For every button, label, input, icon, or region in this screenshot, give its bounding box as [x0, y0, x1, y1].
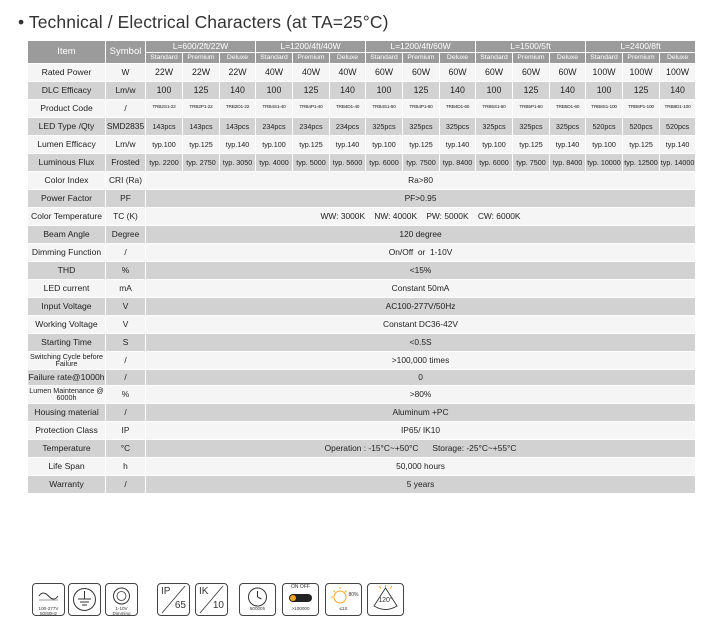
row-item-label: Temperature: [28, 440, 106, 458]
row-value-cell: 325pcs: [513, 118, 550, 136]
row-item-label: Switching Cycle before Failure: [28, 352, 106, 370]
header-variant: Premium: [623, 53, 660, 64]
header-variant: Standard: [366, 53, 403, 64]
icon-top-text: ON OFF: [291, 584, 310, 590]
row-symbol: Degree: [106, 226, 146, 244]
row-symbol: /: [106, 244, 146, 262]
row-symbol: %: [106, 386, 146, 404]
row-value-cell: 125: [293, 82, 330, 100]
row-value-cell: 40W: [330, 64, 366, 82]
row-item-label: Starting Time: [28, 334, 106, 352]
row-value-cell: 60W: [403, 64, 440, 82]
header-variant: Deluxe: [220, 53, 256, 64]
row-value-cell: typ.125: [183, 136, 220, 154]
header-variant: Premium: [403, 53, 440, 64]
row-item-label: Product Code: [28, 100, 106, 118]
icon-top-text: IP: [161, 586, 171, 597]
icon-top-text: IK: [199, 586, 209, 597]
table-row: [28, 334, 696, 352]
row-value-cell: 140: [220, 82, 256, 100]
table-row: [28, 82, 696, 100]
row-item-label: Color Index: [28, 172, 106, 190]
icon-bottom-text: 65: [174, 600, 186, 611]
row-item-label: THD: [28, 262, 106, 280]
header-variant: Standard: [146, 53, 183, 64]
row-value-cell: 60W: [366, 64, 403, 82]
header-group: L=1200/4ft/60W: [366, 41, 476, 53]
table-row: [28, 458, 696, 476]
row-item-label: Dimming Function: [28, 244, 106, 262]
table-row: [28, 422, 696, 440]
row-item-label: Failure rate@1000h: [28, 370, 106, 386]
row-span-value: >100,000 times: [146, 352, 696, 370]
row-value-cell: TRB4D1-40: [330, 100, 366, 118]
row-value-cell: typ. 2200: [146, 154, 183, 172]
row-symbol: W: [106, 64, 146, 82]
row-symbol: Lm/w: [106, 82, 146, 100]
row-symbol: /: [106, 370, 146, 386]
row-symbol: CRI (Ra): [106, 172, 146, 190]
row-value-cell: TRB2S1-22: [146, 100, 183, 118]
row-span-value: PF>0.95: [146, 190, 696, 208]
row-value-cell: typ.100: [366, 136, 403, 154]
row-value-cell: typ.140: [220, 136, 256, 154]
table-row: [28, 208, 696, 226]
row-value-cell: TRB4D1-60: [440, 100, 476, 118]
row-value-cell: TRB5D1-60: [550, 100, 586, 118]
table-row: [28, 316, 696, 334]
row-value-cell: 60W: [550, 64, 586, 82]
row-value-cell: typ.125: [403, 136, 440, 154]
row-value-cell: typ.125: [513, 136, 550, 154]
row-item-label: Luminous Flux: [28, 154, 106, 172]
row-value-cell: 520pcs: [586, 118, 623, 136]
row-value-cell: 100: [146, 82, 183, 100]
row-symbol: TC (K): [106, 208, 146, 226]
row-value-cell: 100: [586, 82, 623, 100]
icon-caption: >100000: [291, 606, 310, 611]
row-item-label: LED Type /Qty: [28, 118, 106, 136]
table-row: [28, 136, 696, 154]
row-value-cell: 140: [550, 82, 586, 100]
row-value-cell: typ. 7500: [403, 154, 440, 172]
row-item-label: Working Voltage: [28, 316, 106, 334]
row-span-value: <15%: [146, 262, 696, 280]
icon-mid-text: 120°: [378, 597, 393, 604]
row-value-cell: typ.140: [440, 136, 476, 154]
row-value-cell: TRB8P1-100: [623, 100, 660, 118]
row-value-cell: typ. 5000: [293, 154, 330, 172]
row-span-value: <0.5S: [146, 334, 696, 352]
ground-icon: [68, 583, 101, 616]
row-value-cell: 325pcs: [550, 118, 586, 136]
row-symbol: °C: [106, 440, 146, 458]
table-row: [28, 64, 696, 82]
header-variant: Standard: [256, 53, 293, 64]
spec-table: [27, 40, 696, 494]
row-symbol: PF: [106, 190, 146, 208]
header-variant: Standard: [476, 53, 513, 64]
row-item-label: Color Temperature: [28, 208, 106, 226]
row-value-cell: 143pcs: [183, 118, 220, 136]
row-item-label: Input Voltage: [28, 298, 106, 316]
row-value-cell: 125: [623, 82, 660, 100]
row-value-cell: 22W: [220, 64, 256, 82]
row-symbol: S: [106, 334, 146, 352]
row-value-cell: typ.125: [293, 136, 330, 154]
icon-caption: 100-277V 50/60Hz: [38, 606, 59, 616]
row-value-cell: typ. 3050: [220, 154, 256, 172]
header-group: L=1200/4ft/40W: [256, 41, 366, 53]
row-symbol: IP: [106, 422, 146, 440]
row-value-cell: 140: [330, 82, 366, 100]
header-variant: Premium: [293, 53, 330, 64]
row-value-cell: TRB2P1-22: [183, 100, 220, 118]
table-row: [28, 118, 696, 136]
header-variant: Deluxe: [440, 53, 476, 64]
row-value-cell: 143pcs: [146, 118, 183, 136]
row-value-cell: typ. 6000: [366, 154, 403, 172]
row-span-value: 0: [146, 370, 696, 386]
row-value-cell: typ.140: [660, 136, 696, 154]
row-value-cell: 60W: [476, 64, 513, 82]
row-value-cell: 520pcs: [623, 118, 660, 136]
header-variant: Premium: [513, 53, 550, 64]
dimming-icon: [105, 583, 138, 616]
row-span-value: 50,000 hours: [146, 458, 696, 476]
row-symbol: /: [106, 476, 146, 494]
row-value-cell: 60W: [440, 64, 476, 82]
row-symbol: /: [106, 404, 146, 422]
icon-caption: 50000h: [249, 606, 266, 611]
ip-rating-icon: [157, 583, 190, 616]
row-value-cell: 100: [366, 82, 403, 100]
header-variant: Deluxe: [660, 53, 696, 64]
table-row: [28, 226, 696, 244]
beam-angle-icon: [367, 583, 404, 616]
table-row: [28, 352, 696, 370]
ik-rating-icon: [195, 583, 228, 616]
row-value-cell: 325pcs: [366, 118, 403, 136]
row-item-label: Power Factor: [28, 190, 106, 208]
row-value-cell: 140: [440, 82, 476, 100]
row-symbol: V: [106, 298, 146, 316]
row-value-cell: typ.100: [476, 136, 513, 154]
row-value-cell: typ.100: [256, 136, 293, 154]
row-value-cell: 100: [476, 82, 513, 100]
row-span-value: IP65/ IK10: [146, 422, 696, 440]
row-span-value: >80%: [146, 386, 696, 404]
row-span-value: Operation : -15°C~+50°C Storage: -25°C~+55°C: [146, 440, 696, 458]
row-value-cell: TRB4P1-40: [293, 100, 330, 118]
row-value-cell: typ. 7500: [513, 154, 550, 172]
table-row: [28, 100, 696, 118]
row-value-cell: TRB5S1-60: [476, 100, 513, 118]
header-symbol: Symbol: [106, 41, 146, 64]
table-row: [28, 386, 696, 404]
row-value-cell: 125: [183, 82, 220, 100]
row-value-cell: 325pcs: [440, 118, 476, 136]
sine-wave-icon: [32, 583, 65, 616]
row-value-cell: 22W: [146, 64, 183, 82]
row-item-label: DLC Efficacy: [28, 82, 106, 100]
row-value-cell: 40W: [293, 64, 330, 82]
icon-caption: 1-10V Dimming: [112, 606, 131, 616]
row-value-cell: typ. 8400: [440, 154, 476, 172]
switch-cycle-icon: [282, 583, 319, 616]
icon-mid-text: 80%: [348, 592, 359, 598]
table-row: [28, 298, 696, 316]
row-value-cell: typ. 5600: [330, 154, 366, 172]
row-value-cell: 22W: [183, 64, 220, 82]
row-value-cell: typ.125: [623, 136, 660, 154]
row-span-value: Aluminum +PC: [146, 404, 696, 422]
row-value-cell: typ. 10000: [586, 154, 623, 172]
row-item-label: LED current: [28, 280, 106, 298]
row-item-label: Beam Angle: [28, 226, 106, 244]
row-value-cell: TRB2D1-22: [220, 100, 256, 118]
row-value-cell: typ. 8400: [550, 154, 586, 172]
row-span-value: On/Off or 1-10V: [146, 244, 696, 262]
row-value-cell: 520pcs: [660, 118, 696, 136]
header-item: Item: [28, 41, 106, 64]
row-symbol: V: [106, 316, 146, 334]
row-value-cell: 234pcs: [330, 118, 366, 136]
instant-start-icon: [325, 583, 362, 616]
row-span-value: WW: 3000K NW: 4000K PW: 5000K CW: 6000K: [146, 208, 696, 226]
row-value-cell: typ. 2750: [183, 154, 220, 172]
row-span-value: Constant DC36-42V: [146, 316, 696, 334]
icon-bottom-text: 10: [212, 600, 224, 611]
row-span-value: AC100-277V/50Hz: [146, 298, 696, 316]
header-variant: Standard: [586, 53, 623, 64]
row-value-cell: TRB8S1-100: [586, 100, 623, 118]
row-symbol: Lm/w: [106, 136, 146, 154]
table-row: [28, 280, 696, 298]
row-item-label: Lumen Maintenance @ 6000h: [29, 385, 104, 402]
table-row: [28, 404, 696, 422]
row-value-cell: 100W: [623, 64, 660, 82]
table-row: [28, 172, 696, 190]
row-value-cell: TRB5P1-60: [513, 100, 550, 118]
table-row: [28, 262, 696, 280]
row-value-cell: TRB4P1-60: [403, 100, 440, 118]
row-item-label: Housing material: [28, 404, 106, 422]
icon-caption: ≤1S: [339, 606, 348, 611]
header-variant: Premium: [183, 53, 220, 64]
table-row: [28, 440, 696, 458]
row-value-cell: 143pcs: [220, 118, 256, 136]
row-value-cell: 234pcs: [256, 118, 293, 136]
header-group: L=600/2ft/22W: [146, 41, 256, 53]
row-value-cell: 125: [513, 82, 550, 100]
row-value-cell: 125: [403, 82, 440, 100]
row-item-label: Life Span: [28, 458, 106, 476]
row-value-cell: typ.140: [330, 136, 366, 154]
row-span-value: 120 degree: [146, 226, 696, 244]
row-value-cell: 100W: [660, 64, 696, 82]
row-symbol: SMD2835: [106, 118, 146, 136]
row-item-label: Warranty: [28, 476, 106, 494]
table-row: [28, 476, 696, 494]
row-span-value: Constant 50mA: [146, 280, 696, 298]
row-symbol: /: [106, 352, 146, 370]
row-value-cell: 140: [660, 82, 696, 100]
row-value-cell: typ. 6000: [476, 154, 513, 172]
lifespan-clock-icon: [239, 583, 276, 616]
row-value-cell: 100: [256, 82, 293, 100]
row-value-cell: 234pcs: [293, 118, 330, 136]
row-span-value: Ra>80: [146, 172, 696, 190]
row-symbol: mA: [106, 280, 146, 298]
row-symbol: /: [106, 100, 146, 118]
table-row: [28, 370, 696, 386]
row-item-label: Protection Class: [28, 422, 106, 440]
header-variant: Deluxe: [550, 53, 586, 64]
row-value-cell: typ.100: [586, 136, 623, 154]
row-value-cell: 60W: [513, 64, 550, 82]
row-value-cell: typ.140: [550, 136, 586, 154]
row-symbol: h: [106, 458, 146, 476]
table-row: [28, 244, 696, 262]
row-value-cell: typ. 12500: [623, 154, 660, 172]
table-row: [28, 190, 696, 208]
header-group: L=1500/5ft: [476, 41, 586, 53]
header-variant: Deluxe: [330, 53, 366, 64]
header-group: L=2400/8ft: [586, 41, 696, 53]
row-value-cell: 325pcs: [476, 118, 513, 136]
row-item-label: Lumen Efficacy: [28, 136, 106, 154]
row-value-cell: typ. 14000: [660, 154, 696, 172]
table-row: [28, 154, 696, 172]
row-value-cell: 40W: [256, 64, 293, 82]
row-value-cell: TRB4S1-60: [366, 100, 403, 118]
row-symbol: Frosted: [106, 154, 146, 172]
row-value-cell: TRB4S1-40: [256, 100, 293, 118]
page-title: • Technical / Electrical Characters (at TA=25°C): [18, 12, 389, 32]
row-value-cell: typ. 4000: [256, 154, 293, 172]
row-item-label: Rated Power: [28, 64, 106, 82]
row-value-cell: 100W: [586, 64, 623, 82]
row-value-cell: typ.100: [146, 136, 183, 154]
row-value-cell: TRB8D1-100: [660, 100, 696, 118]
row-value-cell: 325pcs: [403, 118, 440, 136]
row-symbol: %: [106, 262, 146, 280]
row-span-value: 5 years: [146, 476, 696, 494]
